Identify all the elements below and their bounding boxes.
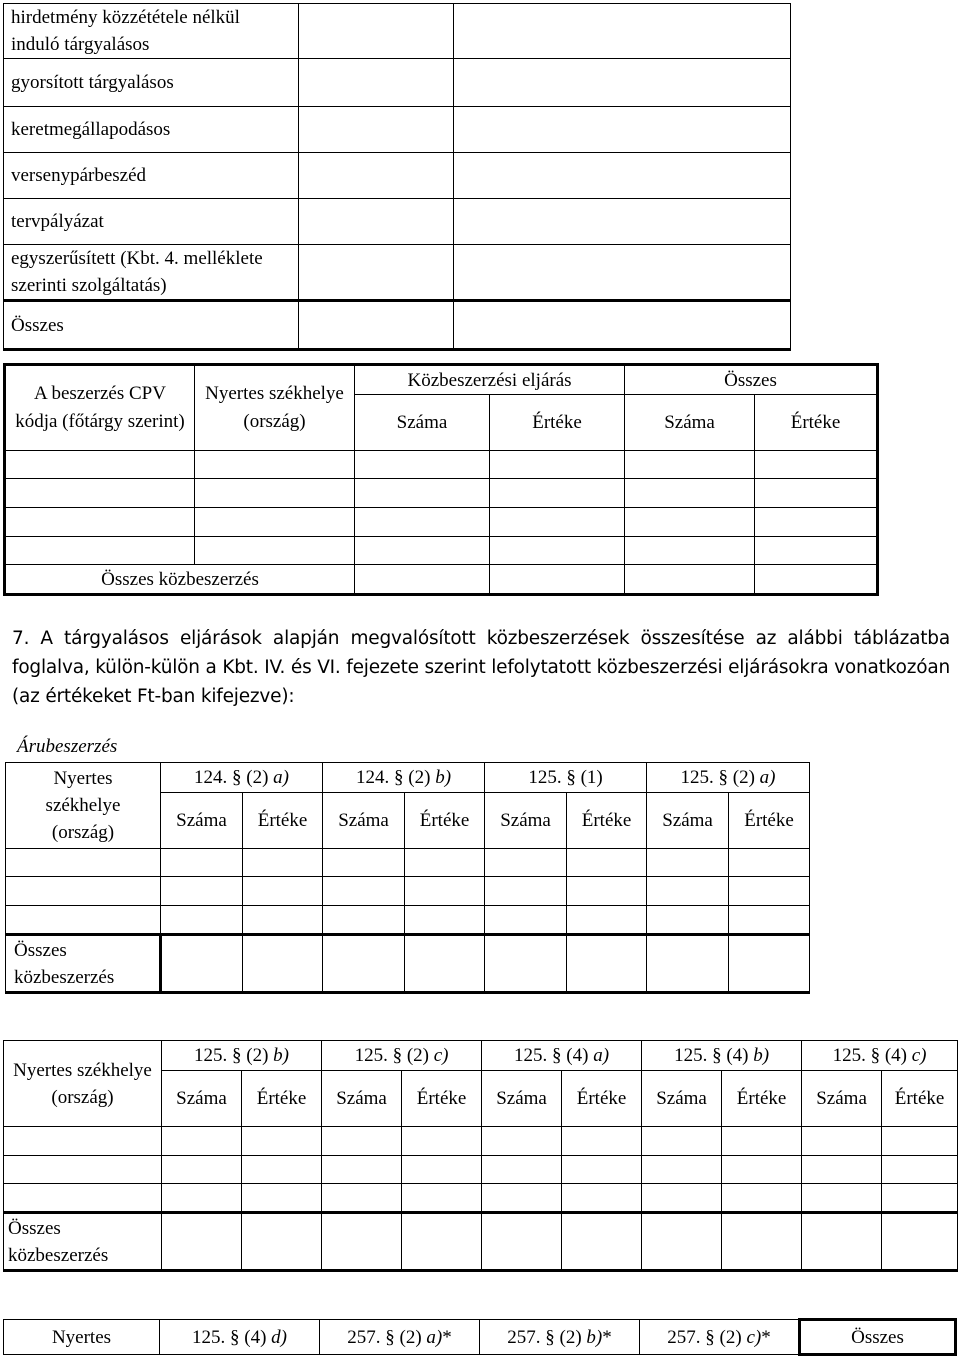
table-cell — [882, 1127, 958, 1156]
table-cell — [322, 1156, 402, 1184]
total-header: Összes — [800, 1320, 956, 1355]
table-cell — [242, 1184, 322, 1213]
cpv-cell — [490, 537, 625, 565]
table-cell — [322, 1127, 402, 1156]
count-header: Száma — [485, 793, 567, 849]
table-cell — [722, 1127, 802, 1156]
procedure-row-label: gyorsított tárgyalásos — [4, 59, 299, 107]
procedure-total-count — [299, 301, 454, 350]
cpv-total-cell — [625, 565, 755, 595]
legal-ref-header: 125. § (2) b) — [162, 1041, 322, 1071]
cpv-cell — [490, 479, 625, 508]
procedure-value-cell — [454, 4, 791, 59]
table-cell — [482, 1213, 562, 1271]
legal-ref-header: 125. § (4) d) — [160, 1320, 320, 1355]
table-cell — [4, 1156, 162, 1184]
cpv-total-cell — [355, 565, 490, 595]
table-cell — [642, 1184, 722, 1213]
legal-ref-header: 125. § (4) b) — [642, 1041, 802, 1071]
value-header: Értéke — [567, 793, 647, 849]
procedure-value-cell — [454, 59, 791, 107]
table-cell — [162, 1127, 242, 1156]
value-header: Értéke — [243, 793, 323, 849]
procedure-group-header: Közbeszerzési eljárás — [355, 365, 625, 395]
procedure-row-label: versenypárbeszéd — [4, 153, 299, 199]
table-cell — [6, 849, 161, 877]
table-cell — [647, 935, 729, 993]
cpv-cell — [5, 479, 195, 508]
table-cell — [802, 1184, 882, 1213]
procedure-value-cell — [454, 107, 791, 153]
value-header: Értéke — [722, 1071, 802, 1127]
legal-ref-header: 125. § (2) a) — [647, 763, 810, 793]
table-cell — [402, 1156, 482, 1184]
table-cell — [642, 1156, 722, 1184]
cpv-cell — [5, 451, 195, 479]
value-header: Értéke — [882, 1071, 958, 1127]
legal-ref-header: 124. § (2) a) — [161, 763, 323, 793]
cpv-cell — [355, 479, 490, 508]
procedure-count-cell — [299, 107, 454, 153]
cpv-cell — [195, 537, 355, 565]
total-group-header: Összes — [625, 365, 878, 395]
legal-ref-header: 257. § (2) b)* — [480, 1320, 640, 1355]
table-cell — [567, 849, 647, 877]
table-cell — [405, 877, 485, 906]
procedure-value-cell — [454, 245, 791, 301]
value-header: Értéke — [405, 793, 485, 849]
table-cell — [722, 1184, 802, 1213]
table-cell — [161, 877, 243, 906]
legal-ref-header: 125. § (2) c) — [322, 1041, 482, 1071]
table-cell — [243, 877, 323, 906]
cpv-cell — [5, 537, 195, 565]
table-cell — [482, 1156, 562, 1184]
cpv-cell — [490, 451, 625, 479]
count-header: Száma — [161, 793, 243, 849]
cpv-cell — [5, 508, 195, 537]
value-header: Értéke — [242, 1071, 322, 1127]
procedure-value-cell — [454, 199, 791, 245]
table-cell — [405, 849, 485, 877]
total-label: Összes közbeszerzés — [4, 1213, 162, 1271]
cpv-cell — [355, 508, 490, 537]
cpv-cell — [755, 479, 878, 508]
value-header: Értéke — [490, 395, 625, 451]
legal-ref-header: 125. § (1) — [485, 763, 647, 793]
table-cell — [729, 906, 810, 935]
table-cell — [161, 849, 243, 877]
count-header: Száma — [355, 395, 490, 451]
total-label: Összes közbeszerzés — [6, 935, 161, 993]
legal-ref-header: 125. § (4) c) — [802, 1041, 958, 1071]
table-cell — [485, 849, 567, 877]
legal-ref-header: 125. § (4) a) — [482, 1041, 642, 1071]
cpv-cell — [625, 479, 755, 508]
procedure-row-label: egyszerűsített (Kbt. 4. melléklete szerinti szolgáltatás) — [4, 245, 299, 301]
procedure-count-cell — [299, 153, 454, 199]
cpv-cell — [195, 479, 355, 508]
section-title: Árubeszerzés — [17, 736, 118, 757]
table-cell — [6, 877, 161, 906]
cpv-cell — [355, 451, 490, 479]
cpv-cell — [625, 451, 755, 479]
procedure-count-cell — [299, 4, 454, 59]
table-cell — [729, 877, 810, 906]
table-cell — [242, 1127, 322, 1156]
procedure-row-label: keretmegállapodásos — [4, 107, 299, 153]
count-header: Száma — [322, 1071, 402, 1127]
table-cell — [161, 935, 243, 993]
procedure-count-cell — [299, 59, 454, 107]
table-cell — [242, 1156, 322, 1184]
table-cell — [323, 906, 405, 935]
winner-seat-header: Nyertes székhelye (ország) — [4, 1041, 162, 1127]
table-cell — [485, 906, 567, 935]
table-cell — [4, 1184, 162, 1213]
count-header: Száma — [323, 793, 405, 849]
cpv-code-header: A beszerzés CPV kódja (főtárgy szerint) — [5, 365, 195, 451]
table-cell — [882, 1213, 958, 1271]
table-cell — [647, 849, 729, 877]
table-cell — [482, 1184, 562, 1213]
table-cell — [722, 1156, 802, 1184]
table-cell — [243, 849, 323, 877]
cpv-total-label: Összes közbeszerzés — [5, 565, 355, 595]
table-cell — [323, 935, 405, 993]
table-cell — [162, 1213, 242, 1271]
table-cell — [802, 1213, 882, 1271]
table-cell — [642, 1213, 722, 1271]
table-cell — [402, 1213, 482, 1271]
count-header: Száma — [482, 1071, 562, 1127]
value-header: Értéke — [755, 395, 878, 451]
legal-ref-header: 257. § (2) c)* — [640, 1320, 800, 1355]
table-cell — [161, 906, 243, 935]
table-cell — [647, 877, 729, 906]
table-cell — [405, 935, 485, 993]
table-cell — [562, 1156, 642, 1184]
cpv-cell — [195, 508, 355, 537]
table-cell — [729, 849, 810, 877]
winner-header: Nyertes — [4, 1320, 160, 1355]
procedure-total-value — [454, 301, 791, 350]
cpv-cell — [195, 451, 355, 479]
cpv-summary-table — [3, 363, 879, 596]
cpv-cell — [755, 508, 878, 537]
table-cell — [485, 935, 567, 993]
table-cell — [405, 906, 485, 935]
table-cell — [882, 1156, 958, 1184]
table-cell — [802, 1156, 882, 1184]
winner-seat-header: Nyertes székhelye (ország) — [195, 365, 355, 451]
table-cell — [322, 1213, 402, 1271]
cpv-cell — [490, 508, 625, 537]
section-7-paragraph: 7. A tárgyalásos eljárások alapján megvalósított közbeszerzések összesítése az alábbi táblázatba foglalva, külön-külön a Kbt. IV. és VI. fejezete szerint lefolytatott közbeszerzési eljárásokra vonatkozóan (az értékeket Ft-ban kifejezve): — [12, 628, 950, 707]
cpv-cell — [625, 508, 755, 537]
table-cell — [402, 1184, 482, 1213]
cpv-cell — [755, 451, 878, 479]
table-cell — [562, 1184, 642, 1213]
value-header: Értéke — [729, 793, 810, 849]
table-cell — [485, 877, 567, 906]
table-cell — [562, 1213, 642, 1271]
table-cell — [242, 1213, 322, 1271]
table-cell — [482, 1127, 562, 1156]
procedure-count-cell — [299, 245, 454, 301]
procedure-row-label: hirdetmény közzététele nélkül induló tárgyalásos — [4, 4, 299, 59]
legal-ref-header: 257. § (2) a)* — [320, 1320, 480, 1355]
value-header: Értéke — [562, 1071, 642, 1127]
count-header: Száma — [647, 793, 729, 849]
value-header: Értéke — [402, 1071, 482, 1127]
procedure-total-label: Összes — [4, 301, 299, 350]
table-cell — [6, 906, 161, 935]
table-cell — [567, 935, 647, 993]
count-header: Száma — [642, 1071, 722, 1127]
cpv-total-cell — [755, 565, 878, 595]
table-cell — [322, 1184, 402, 1213]
table-cell — [647, 906, 729, 935]
table-cell — [4, 1127, 162, 1156]
table-cell — [729, 935, 810, 993]
procedure-count-cell — [299, 199, 454, 245]
procedure-types-table — [3, 3, 791, 351]
table-cell — [323, 849, 405, 877]
table-cell — [567, 877, 647, 906]
cpv-total-cell — [490, 565, 625, 595]
cpv-cell — [755, 537, 878, 565]
table-cell — [162, 1184, 242, 1213]
count-header: Száma — [625, 395, 755, 451]
cpv-cell — [355, 537, 490, 565]
table-cell — [562, 1127, 642, 1156]
table-cell — [402, 1127, 482, 1156]
table-cell — [642, 1127, 722, 1156]
table-cell — [802, 1127, 882, 1156]
table-cell — [722, 1213, 802, 1271]
table-cell — [162, 1156, 242, 1184]
procedure-row-label: tervpályázat — [4, 199, 299, 245]
table-cell — [882, 1184, 958, 1213]
table-cell — [243, 935, 323, 993]
count-header: Száma — [162, 1071, 242, 1127]
table-cell — [567, 906, 647, 935]
procedure-value-cell — [454, 153, 791, 199]
table-cell — [243, 906, 323, 935]
winner-seat-header: Nyertes székhelye (ország) — [6, 763, 161, 849]
negotiated-table-c — [3, 1318, 957, 1356]
cpv-cell — [625, 537, 755, 565]
count-header: Száma — [802, 1071, 882, 1127]
negotiated-table-b — [3, 1040, 958, 1272]
legal-ref-header: 124. § (2) b) — [323, 763, 485, 793]
table-cell — [323, 877, 405, 906]
negotiated-table-a — [5, 762, 810, 994]
